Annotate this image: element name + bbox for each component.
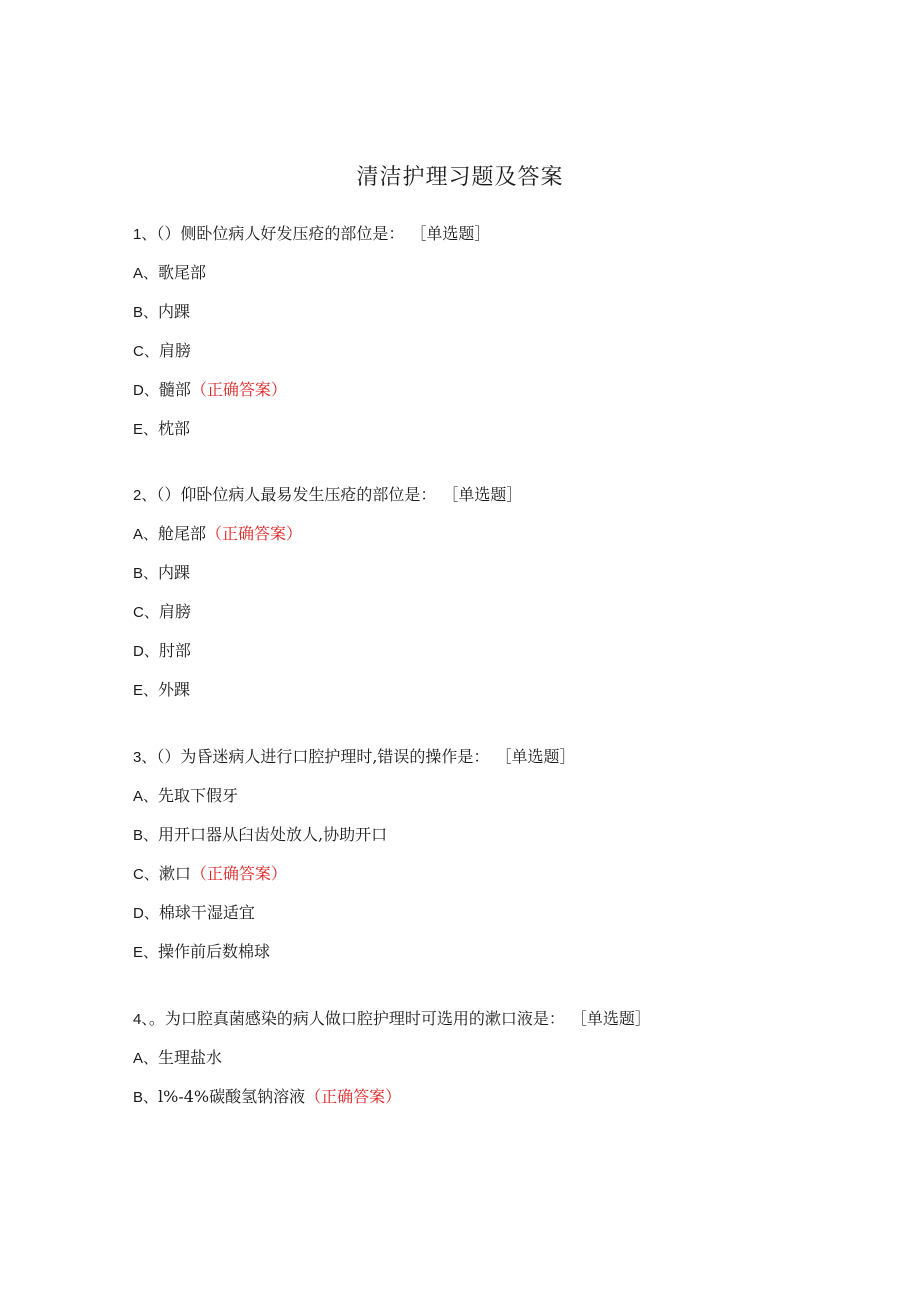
correct-answer-mark: （正确答案） <box>190 864 287 883</box>
option-letter: E、 <box>133 944 159 961</box>
option-letter: B、 <box>133 304 159 321</box>
option-letter: C、 <box>133 343 159 360</box>
option-a <box>133 1042 833 1074</box>
question-stem <box>133 1003 833 1035</box>
question-text: （）为昏迷病人进行口腔护理时,错误的操作是： <box>156 747 490 766</box>
option-text: 内踝 <box>158 563 191 582</box>
option-letter: B、 <box>133 1089 159 1106</box>
option-b <box>133 1081 833 1113</box>
question-text: （）侧卧位病人好发压疮的部位是： <box>156 224 405 243</box>
question-stem <box>133 741 833 773</box>
question-stem <box>133 479 833 511</box>
option-letter: A、 <box>133 526 159 543</box>
option-b <box>133 296 833 328</box>
option-text: 舱尾部 <box>158 524 207 543</box>
option-text: 外踝 <box>158 680 191 699</box>
option-letter: B、 <box>133 827 159 844</box>
option-text: 漱口 <box>158 864 191 883</box>
option-text: 肩膀 <box>158 341 191 360</box>
option-letter: E、 <box>133 421 159 438</box>
option-text: 棉球干湿适宜 <box>158 903 255 922</box>
option-b <box>133 557 833 589</box>
option-letter: D、 <box>133 382 159 399</box>
option-d <box>133 374 833 406</box>
question-type: ［单选题］ <box>578 1009 651 1028</box>
option-a <box>133 780 833 812</box>
option-letter: A、 <box>133 265 159 282</box>
question-text: （）仰卧位病人最易发生压疮的部位是： <box>156 485 437 504</box>
question-number: 1、 <box>133 226 157 243</box>
option-text: 肘部 <box>158 641 191 660</box>
option-e <box>133 674 833 706</box>
page-title: 清洁护理习题及答案 <box>356 165 564 190</box>
question-3 <box>133 741 833 968</box>
question-number: 4、 <box>133 1011 149 1028</box>
correct-answer-mark: （正确答案） <box>190 380 287 399</box>
question-type: ［单选题］ <box>450 485 523 504</box>
option-text: 生理盐水 <box>158 1048 223 1067</box>
option-e <box>133 413 833 445</box>
option-letter: A、 <box>133 1050 159 1067</box>
option-text: l%-4%碳酸氢钠溶液 <box>158 1087 306 1106</box>
option-text: 先取下假牙 <box>158 786 239 805</box>
option-letter: C、 <box>133 604 159 621</box>
option-letter: D、 <box>133 643 159 660</box>
correct-answer-mark: （正确答案） <box>206 524 303 543</box>
option-d <box>133 635 833 667</box>
question-text: 。为口腔真菌感染的病人做口腔护理时可选用的漱口液是： <box>148 1009 565 1028</box>
question-type: ［单选题］ <box>503 747 576 766</box>
option-c <box>133 858 833 890</box>
option-e <box>133 936 833 968</box>
option-c <box>133 596 833 628</box>
option-text: 歌尾部 <box>158 263 207 282</box>
option-d <box>133 897 833 929</box>
question-number: 2、 <box>133 487 157 504</box>
option-text: 内踝 <box>158 302 191 321</box>
option-letter: C、 <box>133 866 159 883</box>
question-type: ［单选题］ <box>418 224 491 243</box>
question-4 <box>133 1003 833 1113</box>
option-text: 肩膀 <box>158 602 191 621</box>
option-text: 髓部 <box>158 380 191 399</box>
option-text: 枕部 <box>158 419 191 438</box>
option-a <box>133 257 833 289</box>
option-letter: A、 <box>133 788 159 805</box>
question-2 <box>133 479 833 706</box>
question-stem <box>133 218 833 250</box>
correct-answer-mark: （正确答案） <box>305 1087 402 1106</box>
option-a <box>133 518 833 550</box>
question-number: 3、 <box>133 749 157 766</box>
option-letter: B、 <box>133 565 159 582</box>
option-letter: E、 <box>133 682 159 699</box>
option-text: 用开口器从臼齿处放人,协助开口 <box>158 825 388 844</box>
option-letter: D、 <box>133 905 159 922</box>
question-1 <box>133 218 833 445</box>
option-b <box>133 819 833 851</box>
option-c <box>133 335 833 367</box>
option-text: 操作前后数棉球 <box>158 942 271 961</box>
